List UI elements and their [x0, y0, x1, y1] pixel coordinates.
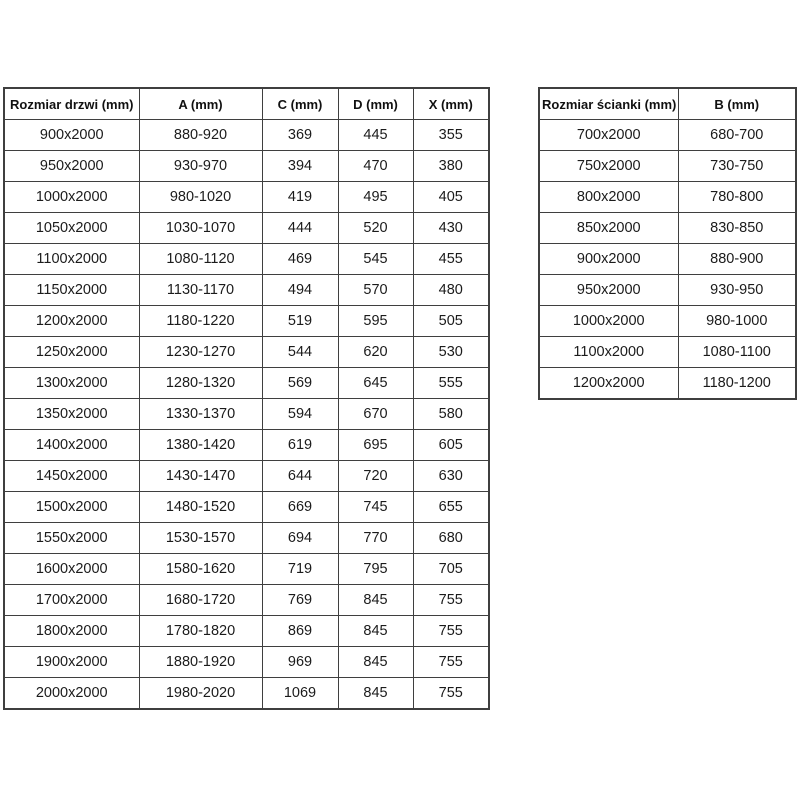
table-cell: 630 [413, 461, 489, 492]
table-cell: 1800x2000 [4, 616, 139, 647]
table-cell: 845 [338, 678, 413, 710]
table-row [539, 120, 796, 151]
table-cell: 405 [413, 182, 489, 213]
table-cell: 619 [262, 430, 338, 461]
table-cell: 495 [338, 182, 413, 213]
table-cell: 419 [262, 182, 338, 213]
table-cell: 850x2000 [539, 213, 678, 244]
table-cell: 1780-1820 [139, 616, 262, 647]
table-row [539, 151, 796, 182]
table-cell: 594 [262, 399, 338, 430]
table-cell: 750x2000 [539, 151, 678, 182]
table-row [4, 616, 489, 647]
table-cell: 444 [262, 213, 338, 244]
table-cell: 1330-1370 [139, 399, 262, 430]
table-cell: 1430-1470 [139, 461, 262, 492]
table-row [539, 182, 796, 213]
table-cell: 644 [262, 461, 338, 492]
table-row [4, 430, 489, 461]
table-cell: 469 [262, 244, 338, 275]
table-row [4, 275, 489, 306]
table-cell: 705 [413, 554, 489, 585]
table-cell: 730-750 [678, 151, 796, 182]
table-cell: 2000x2000 [4, 678, 139, 710]
table-cell: 900x2000 [539, 244, 678, 275]
table-cell: 795 [338, 554, 413, 585]
table-cell: 1000x2000 [4, 182, 139, 213]
table-cell: 1700x2000 [4, 585, 139, 616]
table-cell: 1680-1720 [139, 585, 262, 616]
table-cell: 880-920 [139, 120, 262, 151]
table-cell: 1000x2000 [539, 306, 678, 337]
table-cell: 1180-1200 [678, 368, 796, 400]
table-row [539, 275, 796, 306]
table-cell: 845 [338, 647, 413, 678]
table-cell: 1100x2000 [4, 244, 139, 275]
table-cell: 755 [413, 585, 489, 616]
table-row [4, 492, 489, 523]
table-cell: 1600x2000 [4, 554, 139, 585]
table-cell: 1069 [262, 678, 338, 710]
table-cell: 1200x2000 [539, 368, 678, 400]
table-cell: 545 [338, 244, 413, 275]
table-cell: 900x2000 [4, 120, 139, 151]
table-cell: 670 [338, 399, 413, 430]
table-cell: 1450x2000 [4, 461, 139, 492]
table-row [4, 244, 489, 275]
table-cell: 355 [413, 120, 489, 151]
wall-sizes-table-header [539, 88, 796, 120]
column-header: Rozmiar ścianki (mm) [539, 88, 678, 120]
table-cell: 695 [338, 430, 413, 461]
table-cell: 1050x2000 [4, 213, 139, 244]
column-header: Rozmiar drzwi (mm) [4, 88, 139, 120]
column-header: C (mm) [262, 88, 338, 120]
table-row [4, 368, 489, 399]
table-cell: 1300x2000 [4, 368, 139, 399]
table-row [4, 182, 489, 213]
column-header: X (mm) [413, 88, 489, 120]
table-cell: 755 [413, 678, 489, 710]
table-cell: 969 [262, 647, 338, 678]
table-cell: 1500x2000 [4, 492, 139, 523]
table-cell: 645 [338, 368, 413, 399]
table-cell: 369 [262, 120, 338, 151]
table-cell: 1080-1120 [139, 244, 262, 275]
table-cell: 605 [413, 430, 489, 461]
table-cell: 950x2000 [539, 275, 678, 306]
table-cell: 1580-1620 [139, 554, 262, 585]
table-row [4, 151, 489, 182]
table-cell: 755 [413, 647, 489, 678]
table-cell: 845 [338, 616, 413, 647]
table-cell: 1030-1070 [139, 213, 262, 244]
table-cell: 1400x2000 [4, 430, 139, 461]
table-cell: 595 [338, 306, 413, 337]
table-row [539, 337, 796, 368]
table-cell: 755 [413, 616, 489, 647]
table-cell: 570 [338, 275, 413, 306]
table-row [4, 554, 489, 585]
table-cell: 1180-1220 [139, 306, 262, 337]
table-cell: 680 [413, 523, 489, 554]
door-sizes-table-header [4, 88, 489, 120]
table-cell: 720 [338, 461, 413, 492]
column-header: A (mm) [139, 88, 262, 120]
table-cell: 980-1020 [139, 182, 262, 213]
column-header: B (mm) [678, 88, 796, 120]
table-cell: 569 [262, 368, 338, 399]
table-cell: 830-850 [678, 213, 796, 244]
table-cell: 505 [413, 306, 489, 337]
table-cell: 770 [338, 523, 413, 554]
table-cell: 745 [338, 492, 413, 523]
table-cell: 380 [413, 151, 489, 182]
table-cell: 494 [262, 275, 338, 306]
table-cell: 1980-2020 [139, 678, 262, 710]
table-row [539, 306, 796, 337]
table-cell: 620 [338, 337, 413, 368]
table-cell: 1150x2000 [4, 275, 139, 306]
table-cell: 580 [413, 399, 489, 430]
table-cell: 1380-1420 [139, 430, 262, 461]
table-cell: 930-970 [139, 151, 262, 182]
table-cell: 555 [413, 368, 489, 399]
table-cell: 1130-1170 [139, 275, 262, 306]
table-row [4, 523, 489, 554]
table-row [4, 461, 489, 492]
table-cell: 394 [262, 151, 338, 182]
table-cell: 800x2000 [539, 182, 678, 213]
table-cell: 655 [413, 492, 489, 523]
table-cell: 544 [262, 337, 338, 368]
table-cell: 1530-1570 [139, 523, 262, 554]
table-cell: 530 [413, 337, 489, 368]
table-cell: 880-900 [678, 244, 796, 275]
table-cell: 430 [413, 213, 489, 244]
table-row [4, 337, 489, 368]
wall-sizes-table [538, 87, 797, 400]
table-cell: 845 [338, 585, 413, 616]
table-cell: 519 [262, 306, 338, 337]
table-cell: 480 [413, 275, 489, 306]
table-header-row [4, 88, 489, 120]
table-cell: 455 [413, 244, 489, 275]
table-row [4, 306, 489, 337]
column-header: D (mm) [338, 88, 413, 120]
table-cell: 445 [338, 120, 413, 151]
table-cell: 1900x2000 [4, 647, 139, 678]
table-cell: 1280-1320 [139, 368, 262, 399]
table-cell: 1880-1920 [139, 647, 262, 678]
table-cell: 980-1000 [678, 306, 796, 337]
table-cell: 1480-1520 [139, 492, 262, 523]
table-cell: 780-800 [678, 182, 796, 213]
table-row [4, 120, 489, 151]
table-cell: 680-700 [678, 120, 796, 151]
table-cell: 950x2000 [4, 151, 139, 182]
table-row [539, 368, 796, 400]
table-header-row [539, 88, 796, 120]
table-cell: 719 [262, 554, 338, 585]
table-cell: 694 [262, 523, 338, 554]
table-row [539, 244, 796, 275]
table-cell: 769 [262, 585, 338, 616]
table-cell: 1100x2000 [539, 337, 678, 368]
table-row [539, 213, 796, 244]
wall-sizes-table-body [539, 120, 796, 400]
table-cell: 520 [338, 213, 413, 244]
table-row [4, 213, 489, 244]
table-row [4, 647, 489, 678]
table-cell: 1250x2000 [4, 337, 139, 368]
table-row [4, 585, 489, 616]
table-cell: 669 [262, 492, 338, 523]
table-cell: 1350x2000 [4, 399, 139, 430]
door-sizes-table [3, 87, 490, 710]
table-cell: 869 [262, 616, 338, 647]
door-sizes-table-body [4, 120, 489, 710]
table-cell: 930-950 [678, 275, 796, 306]
table-cell: 1200x2000 [4, 306, 139, 337]
table-cell: 470 [338, 151, 413, 182]
table-cell: 700x2000 [539, 120, 678, 151]
table-row [4, 399, 489, 430]
table-cell: 1080-1100 [678, 337, 796, 368]
table-cell: 1230-1270 [139, 337, 262, 368]
table-row [4, 678, 489, 710]
table-cell: 1550x2000 [4, 523, 139, 554]
